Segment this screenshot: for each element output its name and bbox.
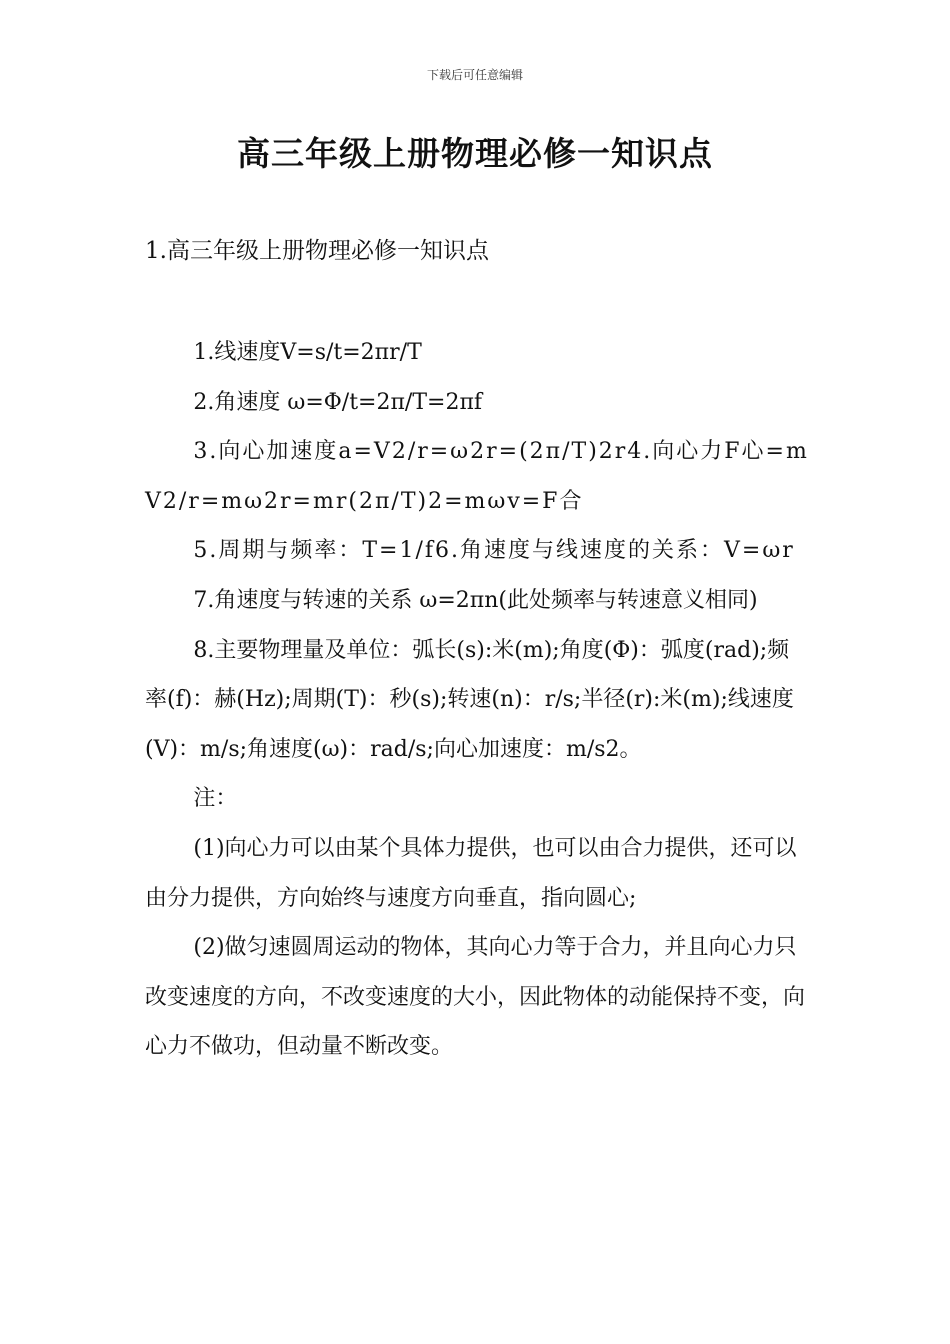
- paragraph-angular-velocity: 2.角速度 ω=Φ/t=2π/T=2πf: [193, 389, 483, 415]
- paragraph-period-frequency: 5.周期与频率：T=1/f6.角速度与线速度的关系：V=ωr: [193, 538, 795, 564]
- paragraph-note-label: 注：: [193, 786, 238, 812]
- section-heading: 1.高三年级上册物理必修一知识点: [145, 238, 489, 264]
- body-text: [145, 328, 810, 1072]
- header-note: 下载后可任意编辑: [426, 68, 523, 82]
- paragraph-centripetal-acceleration: 3.向心加速度a=V2/r=ω2r=(2π/T)2r4.向心力F心=mV2/r=mω2r=mr(2π/T)2=mωv=F合: [145, 439, 809, 514]
- paragraph-note-2: (2)做匀速圆周运动的物体，其向心力等于合力，并且向心力只改变速度的方向，不改变速度的大小，因此物体的动能保持不变，向心力不做功，但动量不断改变。: [145, 935, 806, 1060]
- paragraph-rotation-speed: 7.角速度与转速的关系 ω=2πn(此处频率与转速意义相同): [193, 587, 758, 613]
- paragraph-linear-velocity: 1.线速度V=s/t=2πr/T: [193, 340, 422, 365]
- paragraph-units: 8.主要物理量及单位：弧长(s):米(m);角度(Φ)：弧度(rad);频率(f)：赫(Hz);周期(T)：秒(s);转速(n)：r/s;半径(r):米(m);线速度(V)：m/s;角速度(ω)：rad/s;向心加速度：m/s2。: [145, 637, 794, 762]
- page-title: 高三年级上册物理必修一知识点: [237, 134, 713, 173]
- paragraph-note-1: (1)向心力可以由某个具体力提供，也可以由合力提供，还可以由分力提供，方向始终与速度方向垂直，指向圆心;: [145, 835, 797, 911]
